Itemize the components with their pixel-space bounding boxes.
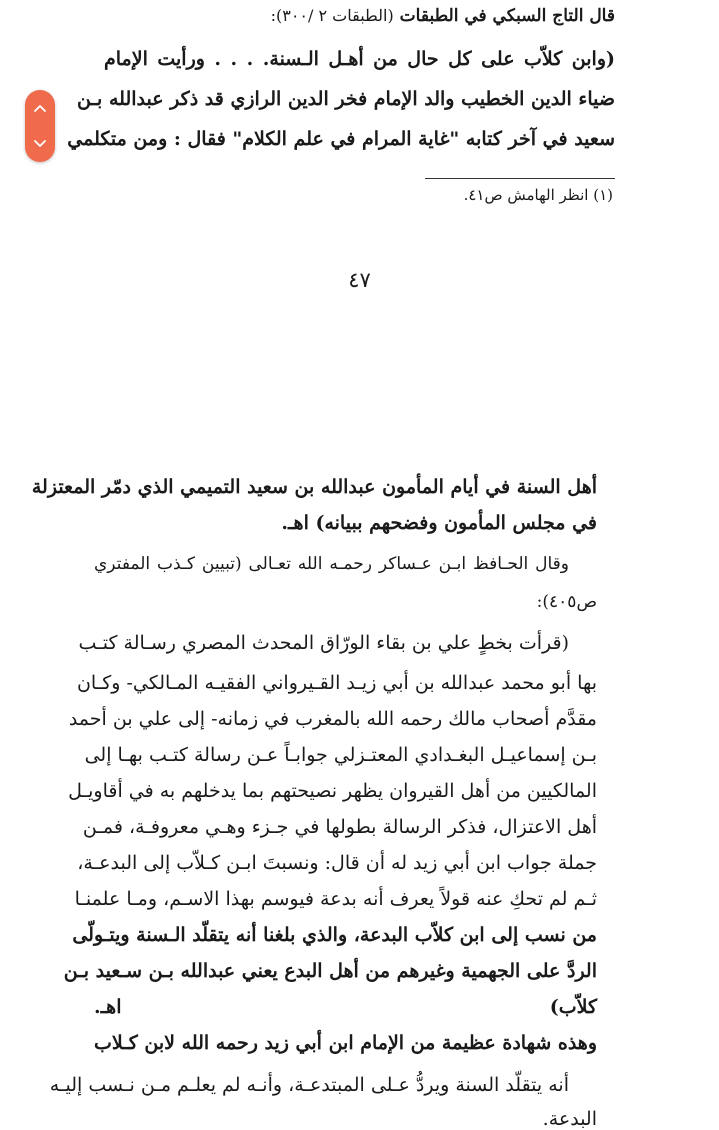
- bottom-page: [0, 440, 719, 1130]
- page-scroll-widget: [25, 90, 55, 162]
- text-line: ص٤٠٥):: [536, 592, 597, 612]
- text-line: (قرأت بخطٍ علي بن بقاء الورّاق المحدث المصري رسـالة كتـب: [78, 632, 569, 654]
- text-line: ثـم لم تحكِ عنه قولاً يعرف أنه بدعة فيوسم بهذا الاسـم، ومـا علمنـا: [74, 888, 597, 910]
- text-line: المالكيين من أهل القيروان يظهر نصيحتهم بما يدخلهم به في أقاويـل: [68, 780, 597, 802]
- footnote-divider: [425, 178, 615, 179]
- text-line: جملة جواب ابن أبي زيد له أن قال: ونسبتَ ابـن كـلاّب إلى البدعـة،: [77, 852, 597, 874]
- text-line: ضياء الدين الخطيب والد الإمام فخر الدين الرازي قد ذكر عبدالله بـن: [77, 88, 615, 110]
- text-line: (وابن كلاّب على كل حال من أهـل الـسنة. . . . ورأيت الإمام: [104, 48, 615, 70]
- text-line: أهل الاعتزال، فذكر الرسالة بطولها في جـزء وهـي معروفـة، فمـن: [82, 816, 597, 838]
- heading-reference: (الطبقات ٢ /٣٠٠):: [270, 6, 394, 25]
- text-line: من نسب إلى ابن كلاّب البدعة، والذي بلغنا أنه يتقلّد الـسنة ويتـولّى: [72, 924, 597, 946]
- text-line: وقال الحـافظ ابـن عـساكر رحمـه الله تعـالى (تبيين كـذب المفتري: [94, 554, 569, 574]
- text-line: أهل السنة في أيام المأمون عبدالله بن سعيد التميمي الذي دمّر المعتزلة: [31, 476, 597, 498]
- heading-text: قال التاج السبكي في الطبقات: [399, 6, 615, 26]
- text-line: مقدَّم أصحاب مالك رحمه الله بالمغرب في زمانه- إلى علي بن أحمد: [68, 708, 597, 730]
- top-page: [0, 0, 719, 440]
- text-line: بـن إسماعيـل البغـدادي المعتـزلي جوابـاً عـن رسالة كتـب بهـا إلى: [84, 744, 597, 766]
- scroll-up-button[interactable]: [28, 94, 52, 122]
- text-line: وهذه شهادة عظيمة من الإمام ابن أبي زيد رحمه الله لابن كـلاب: [93, 1032, 597, 1054]
- footnote: (١) انظر الهامش ص٤١.: [463, 186, 613, 204]
- chevron-up-icon: [34, 104, 46, 112]
- chevron-down-icon: [34, 140, 46, 148]
- text-line: أنه يتقلّد السنة ويردُّ عـلى المبتدعـة، وأنـه لم يعلـم مـن نـسب إليـه: [49, 1074, 569, 1096]
- text-line: سعيد في آخر كتابه "غاية المرام في علم الكلام" فقال : ومن متكلمي: [67, 128, 615, 150]
- text-line: كلاّب) اهـ.: [94, 996, 597, 1018]
- text-line: بها أبو محمد عبدالله بن أبي زيـد القـيرواني الفقيـه المـالكي- وكـان: [76, 672, 597, 694]
- scroll-down-button[interactable]: [28, 130, 52, 158]
- page-number: ٤٧: [348, 268, 371, 292]
- text-line: الردَّ على الجهمية وغيرهم من أهل البدع يعني عبدالله بـن سـعيد بـن: [63, 960, 597, 982]
- section-heading: [104, 6, 615, 26]
- text-line: البدعة.: [542, 1108, 597, 1130]
- text-line: في مجلس المأمون وفضحهم ببيانه) اهـ.: [281, 512, 597, 534]
